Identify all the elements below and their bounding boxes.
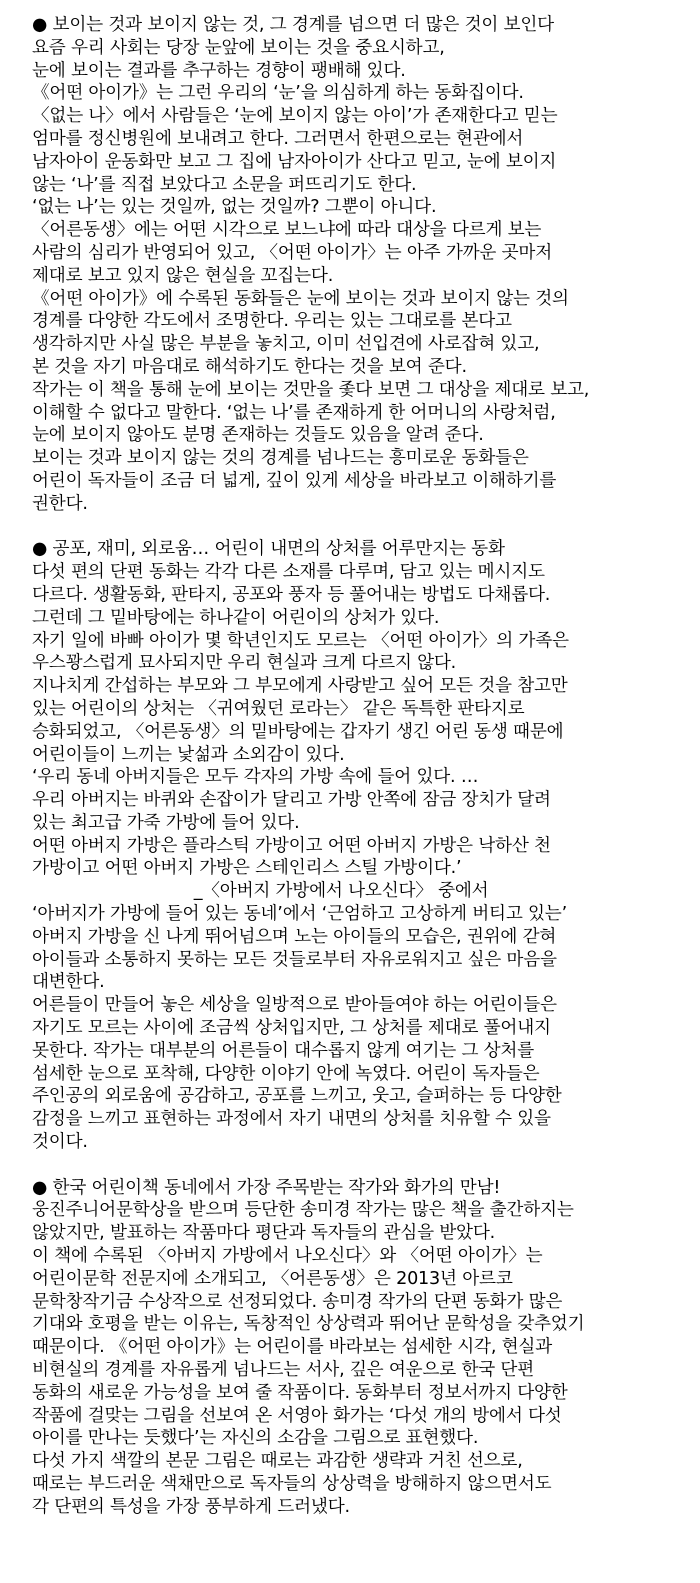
text-line: 다섯 편의 단편 동화는 각각 다른 소재를 다루며, 담고 있는 메시지도 <box>32 562 545 583</box>
text-line: 제대로 보고 있지 않은 현실을 꼬집는다. <box>32 265 334 286</box>
section-heading: ● 보이는 것과 보이지 않는 것, 그 경계를 넘으면 더 많은 것이 보인다 <box>32 15 554 35</box>
text-line: 어떤 아버지 가방은 플라스틱 가방이고 어떤 아버지 가방은 낙하산 천 <box>32 835 551 856</box>
text-line: 않았지만, 발표하는 작품마다 평단과 독자들의 관심을 받았다. <box>32 1223 496 1244</box>
text-line: 우리 아버지는 바퀴와 손잡이가 달리고 가방 안쪽에 잠금 장치가 달려 <box>32 790 551 811</box>
text-line: ‘아버지가 가방에 들어 있는 동네’에서 ‘근엄하고 고상하게 버티고 있는’ <box>32 904 567 925</box>
text-line: 기대와 호평을 받는 이유는, 독창적인 상상력과 뛰어난 문학성을 갖추었기 <box>32 1314 585 1335</box>
text-line: 때문이다. 《어떤 아이가》는 어린이를 바라보는 섬세한 시각, 현실과 <box>32 1337 553 1358</box>
section-heading: ● 공포, 재미, 외로움… 어린이 내면의 상처를 어루만지는 동화 <box>32 539 505 560</box>
text-line: 이해할 수 없다고 말한다. ‘없는 나’를 존재하게 한 어머니의 사랑처럼, <box>32 402 556 423</box>
text-line: 있는 어린이의 상처는 〈귀여웠던 로라는〉 같은 독특한 판타지로 <box>32 698 525 719</box>
text-line: 대변한다. <box>32 972 105 993</box>
text-line: 작품에 걸맞는 그림을 선보여 온 서영아 화가는 ‘다섯 개의 방에서 다섯 <box>32 1405 562 1426</box>
text-line: 어린이문학 전문지에 소개되고, 〈어른동생〉은 2013년 아르코 <box>32 1268 513 1289</box>
text-line: 생각하지만 사실 많은 부분을 놓치고, 이미 선입견에 사로잡혀 있고, <box>32 334 540 355</box>
text-line: 다섯 가지 색깔의 본문 그림은 때로는 과감한 생략과 거친 선으로, <box>32 1451 523 1472</box>
text-line: 어린이 독자들이 조금 더 넓게, 깊이 있게 세상을 바라보고 이해하기를 <box>32 470 557 491</box>
text-line: 것이다. <box>32 1132 88 1153</box>
text-line: 웅진주니어문학상을 받으며 등단한 송미경 작가는 많은 책을 출간하지는 <box>32 1200 574 1221</box>
text-line: 본 것을 자기 마음대로 해석하기도 한다는 것을 보여 준다. <box>32 356 467 377</box>
text-line: 때로는 부드러운 색채만으로 독자들의 상상력을 방해하지 않으면서도 <box>32 1474 552 1494</box>
text-line: 어른들이 만들어 놓은 세상을 일방적으로 받아들여야 하는 어린이들은 <box>32 995 557 1016</box>
text-line: ‘우리 동네 아버지들은 모두 각자의 가방 속에 들어 있다. … <box>32 767 479 788</box>
text-line: 않는 ‘나’를 직접 보았다고 소문을 퍼뜨리기도 한다. <box>32 174 417 195</box>
text-line: 요즘 우리 사회는 당장 눈앞에 보이는 것을 중요시하고, <box>32 37 445 58</box>
text-line: 눈에 보이지 않아도 분명 존재하는 것들도 있음을 알려 준다. <box>32 425 484 446</box>
text-line: 권한다. <box>32 493 88 514</box>
text-line: 보이는 것과 보이지 않는 것의 경계를 넘나드는 흥미로운 동화들은 <box>32 448 529 469</box>
text-line: 감정을 느끼고 표현하는 과정에서 자기 내면의 상처를 치유할 수 있을 <box>32 1109 551 1130</box>
text-line: 승화되었고, 〈어른동생〉의 밑바탕에는 갑자기 생긴 어린 동생 때문에 <box>32 721 564 742</box>
text-line: 그런데 그 밑바탕에는 하나같이 어린이의 상처가 있다. <box>32 607 440 628</box>
text-line: 〈어른동생〉에는 어떤 시각으로 보느냐에 따라 대상을 다르게 보는 <box>32 220 542 241</box>
text-line: 문학창작기금 수상작으로 선정되었다. 송미경 작가의 단편 동화가 많은 <box>32 1291 563 1312</box>
text-line: 아버지 가방을 신 나게 뛰어넘으며 노는 아이들의 모습은, 권위에 갇혀 <box>32 926 557 947</box>
text-line: 경계를 다양한 각도에서 조명한다. 우리는 있는 그대로를 본다고 <box>32 311 512 332</box>
text-line: 《어떤 아이가》에 수록된 동화들은 눈에 보이는 것과 보이지 않는 것의 <box>32 288 569 309</box>
section-spacer <box>32 516 696 539</box>
text-line: 남자아이 운동화만 보고 그 집에 남자아이가 산다고 믿고, 눈에 보이지 <box>32 151 557 172</box>
text-line: 못한다. 작가는 대부분의 어른들이 대수롭지 않게 여기는 그 상처를 <box>32 1040 535 1061</box>
text-line: 자기도 모르는 사이에 조금씩 상처입지만, 그 상처를 제대로 풀어내지 <box>32 1018 551 1039</box>
text-line: 있는 최고급 가죽 가방에 들어 있다. <box>32 812 300 833</box>
text-line: 주인공의 외로움에 공감하고, 공포를 느끼고, 웃고, 슬퍼하는 등 다양한 <box>32 1086 562 1107</box>
section-3 <box>32 1177 696 1519</box>
text-line: 지나치게 간섭하는 부모와 그 부모에게 사랑받고 싶어 모든 것을 참고만 <box>32 676 568 697</box>
text-line: 자기 일에 바빠 아이가 몇 학년인지도 모르는 〈어떤 아이가〉의 가족은 <box>32 630 569 651</box>
text-line: 동화의 새로운 가능성을 보여 줄 작품이다. 동화부터 정보서까지 다양한 <box>32 1382 568 1403</box>
text-line: 사람의 심리가 반영되어 있고, 〈어떤 아이가〉는 아주 가까운 곳마저 <box>32 242 553 263</box>
text-line: ‘없는 나’는 있는 것일까, 없는 것일까? 그뿐이 아니다. <box>32 197 437 218</box>
text-line: 《어떤 아이가》는 그런 우리의 ‘눈’을 의심하게 하는 동화집이다. <box>32 83 524 104</box>
text-line: 가방이고 어떤 아버지 가방은 스테인리스 스틸 가방이다.’ <box>32 858 462 879</box>
text-line: 우스꽝스럽게 묘사되지만 우리 현실과 크게 다르지 않다. <box>32 653 457 674</box>
text-line: 섬세한 눈으로 포착해, 다양한 이야기 안에 녹였다. 어린이 독자들은 <box>32 1063 540 1084</box>
text-line: _〈아버지 가방에서 나오신다〉 중에서 <box>32 881 489 902</box>
text-line: 비현실의 경계를 자유롭게 넘나드는 서사, 깊은 여운으로 한국 단편 <box>32 1360 535 1381</box>
text-line: 아이를 만나는 듯했다’는 자신의 소감을 그림으로 표현했다. <box>32 1428 479 1449</box>
text-line: 눈에 보이는 결과를 추구하는 경향이 팽배해 있다. <box>32 60 406 81</box>
text-line: 엄마를 정신병원에 보내려고 한다. 그러면서 한편으로는 현관에서 <box>32 128 524 149</box>
text-line: 작가는 이 책을 통해 눈에 보이는 것만을 좇다 보면 그 대상을 제대로 보고, <box>32 379 590 400</box>
section-1 <box>32 14 696 516</box>
text-line: 각 단편의 특성을 가장 풍부하게 드러냈다. <box>32 1496 350 1517</box>
section-2 <box>32 538 696 1154</box>
document-body <box>32 14 696 1519</box>
section-spacer <box>32 1154 696 1177</box>
text-line: 다르다. 생활동화, 판타지, 공포와 풍자 등 풀어내는 방법도 다채롭다. <box>32 584 551 605</box>
section-heading: ● 한국 어린이책 동네에서 가장 주목받는 작가와 화가의 만남! <box>32 1177 501 1198</box>
text-line: 어린이들이 느끼는 낯섦과 소외감이 있다. <box>32 744 345 765</box>
text-line: 아이들과 소통하지 못하는 모든 것들로부터 자유로워지고 싶은 마음을 <box>32 949 557 970</box>
text-line: 〈없는 나〉에서 사람들은 ‘눈에 보이지 않는 아이’가 존재한다고 믿는 <box>32 106 558 127</box>
text-line: 이 책에 수록된 〈아버지 가방에서 나오신다〉와 〈어떤 아이가〉는 <box>32 1246 543 1267</box>
